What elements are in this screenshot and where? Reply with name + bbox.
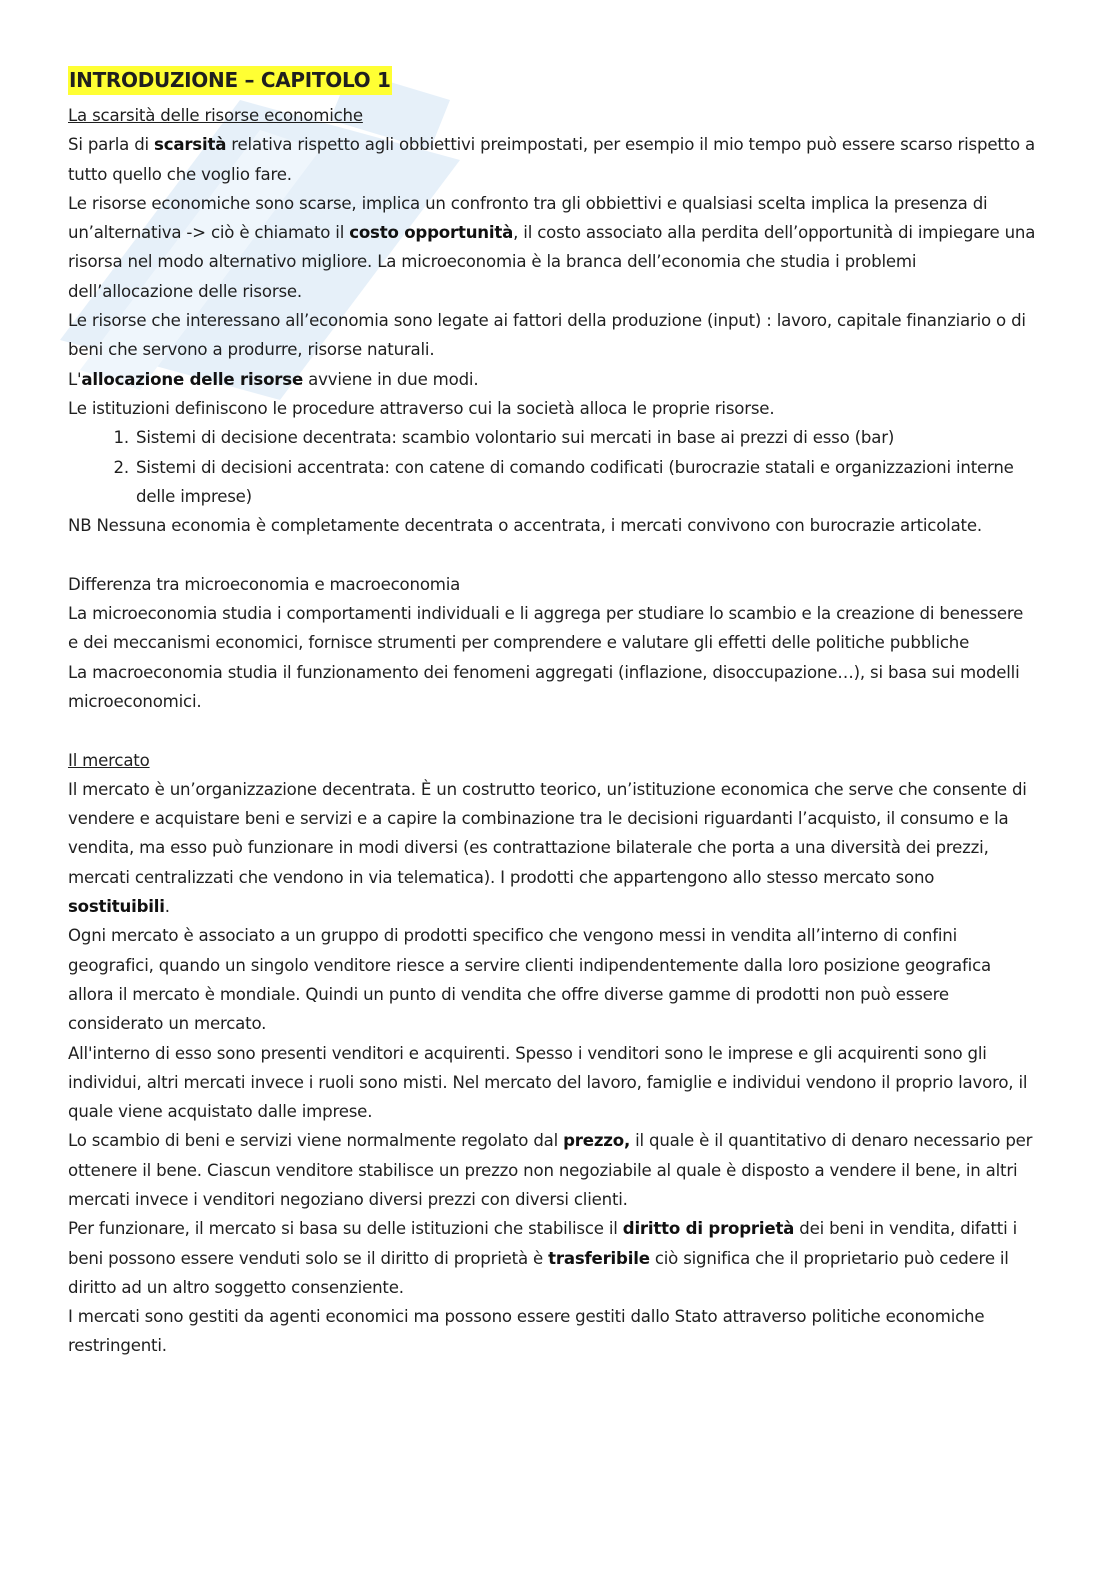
bold-term: trasferibile <box>548 1248 650 1268</box>
paragraph: Ogni mercato è associato a un gruppo di prodotti specifico che vengono messi in vendita all’interno di confini geografici, quando un singolo venditore riesce a servire clienti indipendentemente dalla loro posizione geografica allora il mercato è mondiale. Quindi un punto di vendita che offre diverse gamme di prodotti non può essere considerato un mercato. <box>68 926 991 1034</box>
section-heading-mercato: Il mercato <box>68 750 150 770</box>
bold-term: diritto di proprietà <box>622 1219 795 1239</box>
list-item: 1. Sistemi di decisione decentrata: scambio volontario sui mercati in base ai prezzi di esso (bar) <box>134 423 1038 452</box>
list-item: 2. Sistemi di decisioni accentrata: con catene di comando codificati (burocrazie statali e organizzazioni interne delle imprese) <box>134 453 1038 512</box>
page-title: INTRODUZIONE – CAPITOLO 1 <box>68 66 392 95</box>
section-heading-micro-macro: Differenza tra microeconomia e macroeconomia <box>68 574 461 594</box>
bold-term: scarsità <box>154 135 227 155</box>
paragraph: NB Nessuna economia è completamente decentrata o accentrata, i mercati convivono con burocrazie articolate. <box>68 516 982 536</box>
paragraph: Le risorse che interessano all’economia sono legate ai fattori della produzione (input) : lavoro, capitale finanziario o di beni che servono a produrre, risorse naturali. <box>68 311 1026 360</box>
paragraph: Si parla di scarsità relativa rispetto agli obbiettivi preimpostati, per esempio il mio tempo può essere scarso rispetto a tutto quello che voglio fare. <box>68 135 1035 184</box>
paragraph: Il mercato è un’organizzazione decentrata. È un costrutto teorico, un’istituzione economica che serve che consente di vendere e acquistare beni e servizi e a capire la combinazione tra le decisioni riguardanti l’acquisto, il consumo e la vendita, ma esso può funzionare in modi diversi (es contrattazione bilaterale che porta a una diversità dei prezzi, mercati centralizzati che vendono in via telematica). I prodotti che appartengono allo stesso mercato sono sostituibili. <box>68 779 1027 917</box>
bold-term: allocazione delle risorse <box>81 369 304 389</box>
paragraph: La microeconomia studia i comportamenti individuali e li aggrega per studiare lo scambio e la creazione di benessere e dei meccanismi economici, fornisce strumenti per comprendere e valutare gli effetti delle politiche pubbliche <box>68 604 1024 653</box>
document-body <box>68 66 1038 1361</box>
bold-term: sostituibili <box>68 897 165 917</box>
paragraph: Le risorse economiche sono scarse, implica un confronto tra gli obbiettivi e qualsiasi scelta implica la presenza di un’alternativa -> ciò è chiamato il costo opportunità, il costo associato alla perdita dell’opportunità di impiegare una risorsa nel modo alternativo migliore. La microeconomia è la branca dell’economia che studia i problemi dell’allocazione delle risorse. <box>68 193 1036 301</box>
numbered-list <box>68 423 1038 511</box>
section-heading-scarsita: La scarsità delle risorse economiche <box>68 106 363 125</box>
paragraph: La macroeconomia studia il funzionamento dei fenomeni aggregati (inflazione, disoccupazione…), si basa sui modelli microeconomici. <box>68 662 1020 711</box>
paragraph: Lo scambio di beni e servizi viene normalmente regolato dal prezzo, il quale è il quantitativo di denaro necessario per ottenere il bene. Ciascun venditore stabilisce un prezzo non negoziabile al quale è disposto a vendere il bene, in altri mercati invece i venditori negoziano diversi prezzi con diversi clienti. <box>68 1131 1033 1209</box>
paragraph: All'interno di esso sono presenti venditori e acquirenti. Spesso i venditori sono le imprese e gli acquirenti sono gli individui, altri mercati invece i ruoli sono misti. Nel mercato del lavoro, famiglie e individui vendono il proprio lavoro, il quale viene acquistato dalle imprese. <box>68 1043 1028 1122</box>
paragraph: I mercati sono gestiti da agenti economici ma possono essere gestiti dallo Stato attraverso politiche economiche restringenti. <box>68 1307 985 1356</box>
bold-term: prezzo, <box>563 1131 631 1151</box>
paragraph: L'allocazione delle risorse avviene in due modi. <box>68 369 479 389</box>
paragraph: Per funzionare, il mercato si basa su delle istituzioni che stabilisce il diritto di proprietà dei beni in vendita, difatti i beni possono essere venduti solo se il diritto di proprietà è trasferibile ciò significa che il proprietario può cedere il diritto ad un altro soggetto consenziente. <box>68 1219 1018 1297</box>
paragraph: Le istituzioni definiscono le procedure attraverso cui la società alloca le proprie risorse. <box>68 398 775 418</box>
bold-term: costo opportunità <box>349 223 514 243</box>
